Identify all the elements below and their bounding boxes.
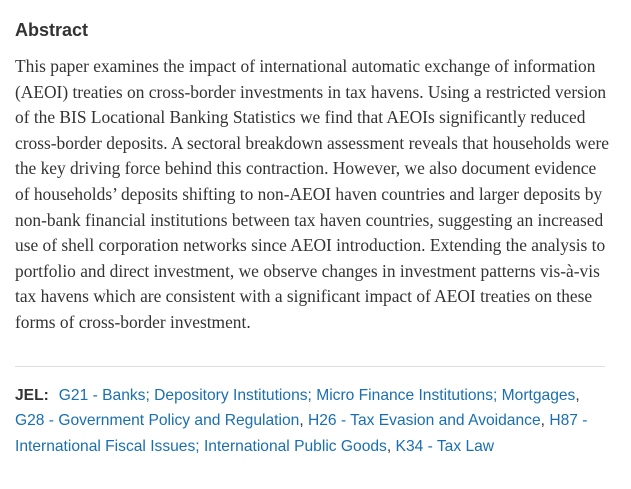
section-divider bbox=[15, 366, 605, 367]
jel-classification bbox=[15, 383, 611, 460]
abstract-section bbox=[15, 16, 611, 459]
jel-separator: , bbox=[299, 412, 304, 430]
jel-code-link[interactable]: G21 - Banks; Depository Institutions; Micro Finance Institutions; Mortgages bbox=[58, 386, 576, 404]
jel-separator: , bbox=[575, 386, 580, 404]
jel-separator: , bbox=[386, 437, 392, 455]
abstract-text: This paper examines the impact of international automatic exchange of information (AEOI) treaties on cross-border investments in tax havens. Using a restricted version of the BIS Locational Banking Statistics we find that AEOIs significantly reduced cross-border deposits. A sectoral breakdown assessment reveals that households were the key driving force behind this contraction. However, we also document evidence of households’ deposits shifting to non-AEOI haven countries and larger deposits by non-bank financial institutions between tax haven countries, suggesting an increased use of shell corporation networks since AEOI introduction. Extending the analysis to portfolio and direct investment, we observe changes in investment patterns vis-à-vis tax havens which are consistent with a significant impact of AEOI treaties on these forms of cross-border investment. bbox=[15, 56, 610, 332]
jel-code-link[interactable]: G28 - Government Policy and Regulation bbox=[15, 412, 300, 430]
jel-code-link[interactable]: H87 - International Fiscal Issues; International Public Goods bbox=[15, 412, 588, 455]
abstract-heading: Abstract bbox=[15, 20, 89, 40]
jel-separator: , bbox=[540, 412, 545, 430]
jel-code-link[interactable]: H26 - Tax Evasion and Avoidance bbox=[308, 412, 541, 430]
jel-code-link[interactable]: K34 - Tax Law bbox=[395, 437, 495, 455]
jel-label: JEL: bbox=[15, 386, 49, 404]
